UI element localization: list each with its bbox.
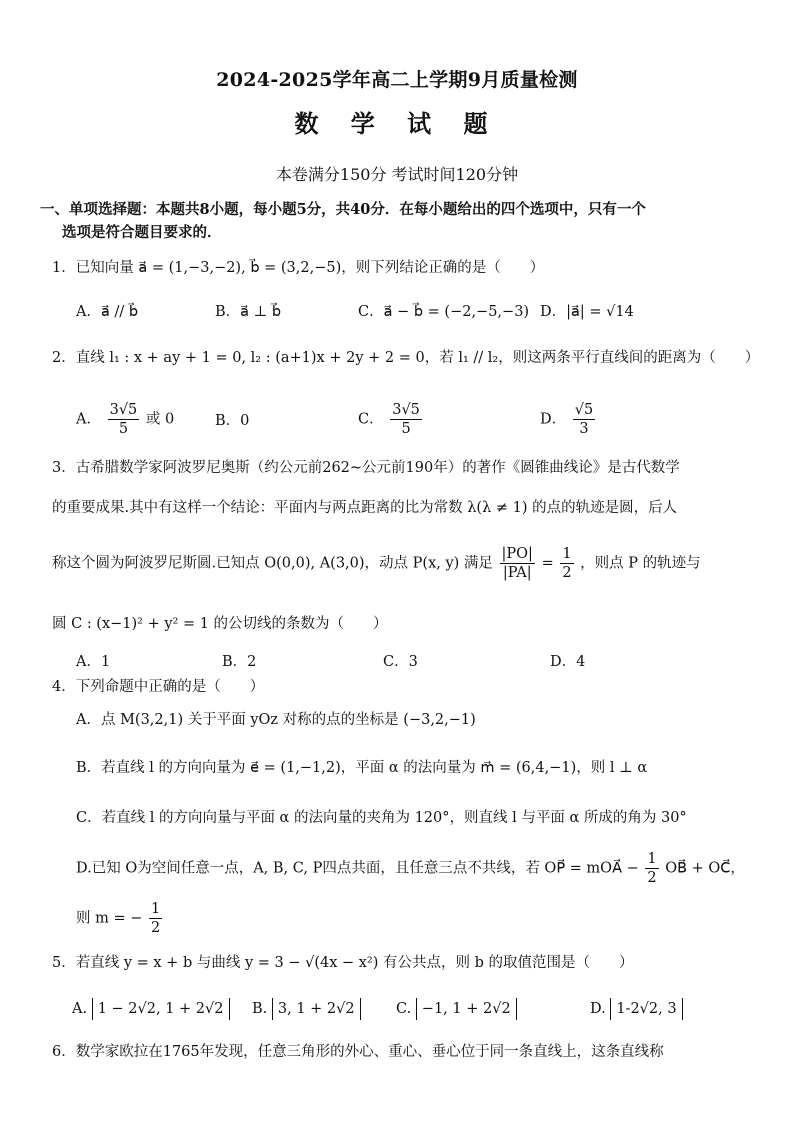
q5-option-d-label: D. <box>590 1001 606 1017</box>
q4-option-b: B．若直线 l 的方向向量为 e⃗ = (1,−1,2)，平面 α 的法向量为 m⃗ = (6,4,−1)，则 l ⊥ α <box>76 760 648 776</box>
q4-option-d <box>76 850 745 887</box>
q3-line-3-post: ，则点 P 的轨迹与 <box>580 555 701 572</box>
q5-option-b-interval: 3, 1 + 2√2 <box>272 998 361 1020</box>
subject-title: 数 学 试 题 <box>294 109 500 138</box>
q3-option-a: A．1 <box>76 654 111 670</box>
q2-option-d-denominator: 3 <box>579 421 589 437</box>
q3-option-d: D．4 <box>550 654 586 670</box>
q2-option-c <box>358 401 424 438</box>
q1-stem: 1．已知向量 a⃗ = (1,−3,−2), b⃗ = (3,2,−5)，则下列结论正确的是（ ） <box>52 260 545 276</box>
q3-line-3 <box>52 545 701 582</box>
q3-half-numerator: 1 <box>562 546 572 562</box>
q6-line-1: 6．数学家欧拉在1765年发现，任意三角形的外心、重心、垂心位于同一条直线上，这条直线称 <box>52 1044 664 1060</box>
q2-option-b: B．0 <box>215 413 250 429</box>
q3-ratio-numerator: |PO| <box>501 546 533 562</box>
q3-half-fraction <box>560 545 573 582</box>
q4-option-d-post: OB⃗ + OC⃗， <box>665 860 745 877</box>
q5-option-d <box>590 998 683 1020</box>
q2-option-d-label: D． <box>540 411 567 428</box>
q2-option-a-numerator: 3√5 <box>109 402 138 418</box>
q3-line-2: 的重要成果.其中有这样一个结论：平面内与两点距离的比为常数 λ(λ ≠ 1) 的点的轨迹是圆，后人 <box>52 500 678 516</box>
q4-stem: 4．下列命题中正确的是（ ） <box>52 679 265 695</box>
q4-option-d-fraction <box>645 850 658 887</box>
q5-option-a <box>72 998 230 1020</box>
section-heading-cont: 选项是符合题目要求的． <box>62 224 222 241</box>
q1-option-b: B．a⃗ ⊥ b⃗ <box>215 304 282 320</box>
exam-info: 本卷满分150分 考试时间120分钟 <box>275 165 519 184</box>
q2-option-d <box>540 401 597 438</box>
q3-ratio-denominator: |PA| <box>502 565 532 581</box>
q2-option-c-denominator: 5 <box>401 421 411 437</box>
q5-option-a-label: A. <box>72 1001 88 1017</box>
q5-option-b <box>252 998 361 1020</box>
q3-equals: = <box>541 555 554 572</box>
q2-option-a-denominator: 5 <box>118 421 129 437</box>
q2-option-a-label: A． <box>76 411 101 428</box>
q4-option-d-denominator: 2 <box>647 870 657 886</box>
q5-option-d-interval: 1-2√2, 3 <box>610 998 682 1020</box>
exam-title: 2024-2025学年高二上学期9月质量检测 <box>216 69 578 91</box>
q3-line-3-pre: 称这个圆为阿波罗尼斯圆.已知点 O(0,0), A(3,0)，动点 P(x, y) 满足 <box>52 555 493 572</box>
q4-option-d2-pre: 则 m = − <box>76 910 143 927</box>
q4-option-d-line-2 <box>76 900 164 937</box>
q4-option-a: A．点 M(3,2,1) 关于平面 yOz 对称的点的坐标是 (−3,2,−1) <box>76 712 476 728</box>
q2-option-c-fraction <box>390 401 422 438</box>
q3-line-1: 3．古希腊数学家阿波罗尼奥斯（约公元前262~公元前190年）的著作《圆锥曲线论》是古代数学 <box>52 460 680 476</box>
q1-option-c: C．a⃗ − b⃗ = (−2,−5,−3) <box>358 304 530 320</box>
q5-option-a-interval: 1 − 2√2, 1 + 2√2 <box>92 998 230 1020</box>
q2-option-c-label: C． <box>358 411 384 428</box>
q3-option-b: B．2 <box>222 654 257 670</box>
q2-option-d-numerator: √5 <box>574 402 594 418</box>
q2-option-d-fraction <box>573 401 595 438</box>
q4-option-d2-numerator: 1 <box>151 901 161 917</box>
q2-stem: 2．直线 l₁ : x + ay + 1 = 0, l₂ : (a+1)x + 2y + 2 = 0，若 l₁ // l₂，则这两条平行直线间的距离为（ ） <box>52 350 760 366</box>
q3-option-c: C．3 <box>383 654 418 670</box>
q5-option-c-interval: −1, 1 + 2√2 <box>416 998 517 1020</box>
q3-ratio-fraction <box>500 545 535 582</box>
q4-option-c: C．若直线 l 的方向向量与平面 α 的法向量的夹角为 120°，则直线 l 与平面 α 所成的角为 30° <box>76 810 687 826</box>
q5-option-c <box>396 998 517 1020</box>
q2-option-c-numerator: 3√5 <box>392 402 420 418</box>
q2-option-a-suffix: 或 0 <box>145 411 175 428</box>
q2-option-a <box>76 401 174 438</box>
q5-option-b-label: B. <box>252 1001 268 1017</box>
section-heading: 一、单项选择题：本题共8小题，每小题5分，共40分．在每小题给出的四个选项中，只有一个 <box>40 201 646 218</box>
q3-line-4: 圆 C : (x−1)² + y² = 1 的公切线的条数为（ ） <box>52 616 388 632</box>
q5-stem: 5．若直线 y = x + b 与曲线 y = 3 − √(4x − x²) 有公共点，则 b 的取值范围是（ ） <box>52 955 634 971</box>
q2-option-a-fraction <box>108 401 140 438</box>
q3-half-denominator: 2 <box>562 565 572 581</box>
q1-option-a: A．a⃗ // b⃗ <box>76 304 139 320</box>
q4-option-d2-fraction <box>149 900 162 937</box>
q4-option-d-numerator: 1 <box>647 851 657 867</box>
q5-option-c-label: C. <box>396 1001 412 1017</box>
q1-option-d: D．|a⃗| = √14 <box>540 304 634 320</box>
q4-option-d-pre: D.已知 O为空间任意一点，A, B, C, P四点共面，且任意三点不共线，若 OP⃗ = mOA⃗ − <box>76 860 639 877</box>
q4-option-d2-denominator: 2 <box>151 920 161 936</box>
